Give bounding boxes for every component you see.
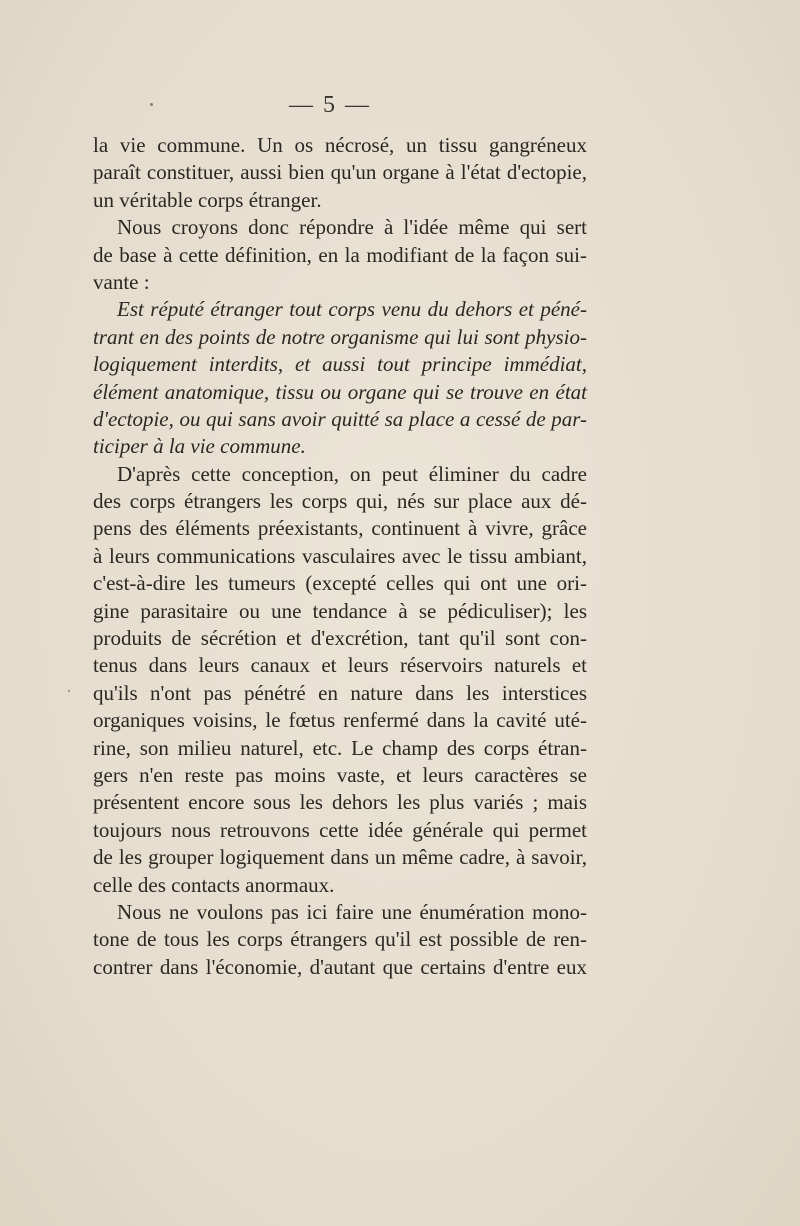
text-line: Nous ne voulons pas ici faire une énumération mono- [117, 899, 587, 924]
text-line: celle des contacts anormaux. [93, 872, 335, 897]
text-line: tone de tous les corps étrangers qu'il est possible de ren- [93, 927, 587, 952]
italic-text-line: trant en des points de notre organisme qui lui sont physio- [93, 324, 587, 349]
body-text [93, 132, 587, 981]
text-line: organiques voisins, le fœtus renfermé dans la cavité uté- [93, 708, 587, 733]
text-line: c'est-à-dire les tumeurs (excepté celles qui ont une ori- [93, 571, 587, 596]
italic-text-line: d'ectopie, ou qui sans avoir quitté sa place a cessé de par- [93, 406, 587, 431]
text-line: gine parasitaire ou une tendance à se pédiculiser); les [93, 598, 587, 623]
text-line: rine, son milieu naturel, etc. Le champ des corps étran- [93, 735, 587, 760]
text-line: tenus dans leurs canaux et leurs réservoirs naturels et [93, 653, 587, 678]
text-line: Nous croyons donc répondre à l'idée même qui sert [117, 215, 587, 240]
text-line: un véritable corps étranger. [93, 187, 322, 212]
text-line: de les grouper logiquement dans un même cadre, à savoir, [93, 845, 587, 870]
text-line: produits de sécrétion et d'excrétion, tant qu'il sont con- [93, 626, 587, 651]
italic-text-line: élément anatomique, tissu ou organe qui se trouve en état [93, 379, 587, 404]
text-line: à leurs communications vasculaires avec le tissu ambiant, [93, 543, 587, 568]
text-line: vante : [93, 269, 150, 294]
text-line: contrer dans l'économie, d'autant que certains d'entre eux [93, 954, 587, 979]
italic-text-line: logiquement interdits, et aussi tout principe immédiat, [93, 352, 587, 377]
text-line: présentent encore sous les dehors les plus variés ; mais [93, 790, 587, 815]
italic-text-line: Est réputé étranger tout corps venu du dehors et péné- [117, 297, 587, 322]
text-line: toujours nous retrouvons cette idée générale qui permet [93, 817, 587, 842]
italic-text-line: ticiper à la vie commune. [93, 434, 306, 459]
page-number: — 5 — [289, 92, 371, 118]
text-line: des corps étrangers les corps qui, nés sur place aux dé- [93, 489, 587, 514]
text-line: gers n'en reste pas moins vaste, et leurs caractères se [93, 762, 587, 787]
text-line: paraît constituer, aussi bien qu'un organe à l'état d'ectopie, [93, 160, 587, 185]
paper-speck [68, 690, 70, 692]
text-line: D'après cette conception, on peut éliminer du cadre [117, 461, 587, 486]
text-line: la vie commune. Un os nécrosé, un tissu gangréneux [93, 133, 587, 157]
text-line: pens des éléments préexistants, continuent à vivre, grâce [93, 516, 587, 541]
text-line: qu'ils n'ont pas pénétré en nature dans les interstices [93, 680, 587, 705]
text-line: de base à cette définition, en la modifiant de la façon sui- [93, 242, 587, 267]
